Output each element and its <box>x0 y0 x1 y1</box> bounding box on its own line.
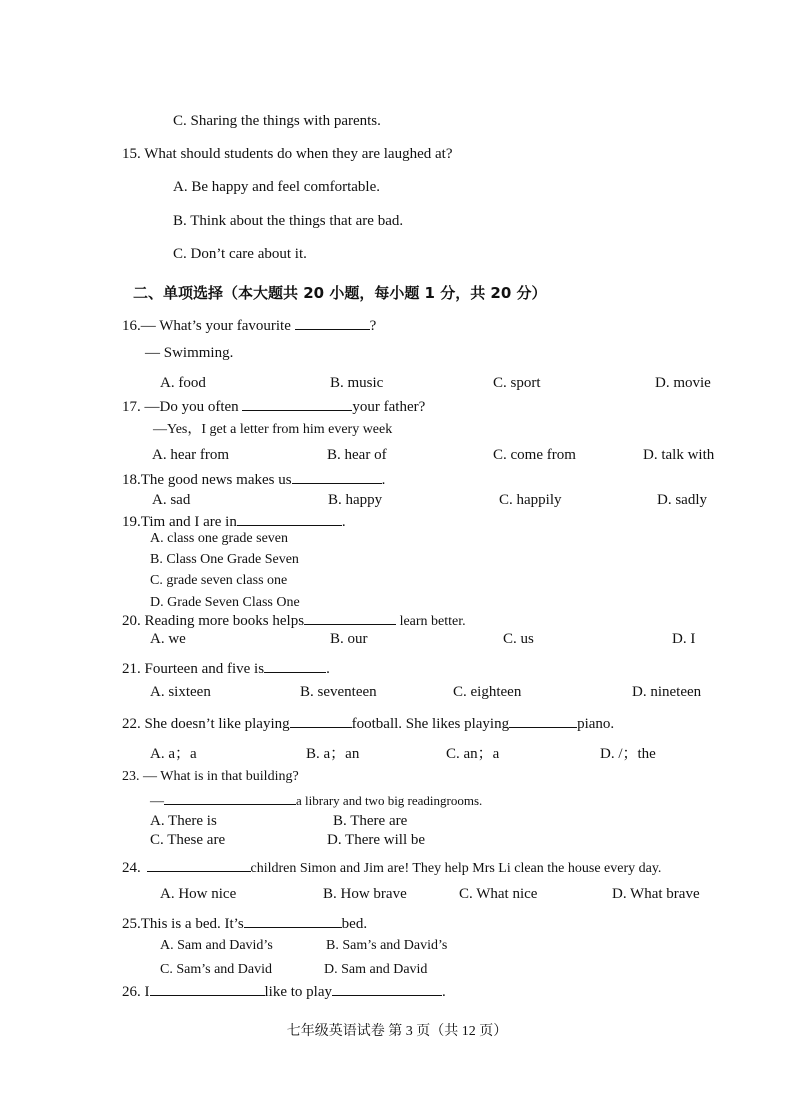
q21-option-d: D. nineteen <box>632 684 702 700</box>
q21-stem-end: . <box>326 661 330 677</box>
q16-option-a: A. food <box>160 375 206 391</box>
q25-stem-text: 25.This is a bed. It’s <box>122 916 244 932</box>
q25-stem-end: bed. <box>341 916 368 932</box>
q18-stem-end: . <box>381 472 386 488</box>
q26-stem <box>122 981 446 1001</box>
q14-option-c: C. Sharing the things with parents. <box>173 113 381 129</box>
q24-option-b: B. How brave <box>323 886 407 902</box>
q18-stem <box>122 469 385 489</box>
q24-option-a: A. How nice <box>160 886 237 902</box>
q25-option-a: A. Sam and David’s <box>160 938 273 953</box>
q25-option-d: D. Sam and David <box>324 962 428 977</box>
q16-stem-text: 16.— What’s your favourite <box>122 318 295 334</box>
q16-stem <box>122 315 376 335</box>
q24-stem-end: children Simon and Jim are! They help Mrs Li clean the house every day. <box>250 861 662 876</box>
q21-option-a: A. sixteen <box>150 684 211 700</box>
q22-blank-1[interactable] <box>290 713 352 728</box>
q17-blank[interactable] <box>242 396 352 411</box>
q19-blank[interactable] <box>237 511 342 526</box>
q22-option-c: C. an；a <box>446 746 500 762</box>
q26-stem-mid: like to play <box>264 984 332 1000</box>
q15-option-a: A. Be happy and feel comfortable. <box>173 179 381 195</box>
q18-stem-text: 18.The good news makes us <box>122 472 292 488</box>
q23-answer-text: a library and two big readingrooms. <box>296 793 483 808</box>
q15-stem: 15. What should students do when they are laughed at? <box>122 146 453 162</box>
q21-blank[interactable] <box>264 658 326 673</box>
q17-option-a: A. hear from <box>152 447 230 463</box>
q25-stem <box>122 913 367 933</box>
q20-option-d: D. I <box>672 631 696 647</box>
q20-blank[interactable] <box>304 610 396 625</box>
q24-blank[interactable] <box>147 857 251 872</box>
q17-stem-text: 17. —Do you often <box>122 399 243 415</box>
q17-option-d: D. talk with <box>643 447 715 463</box>
q21-option-c: C. eighteen <box>453 684 522 700</box>
q18-blank[interactable] <box>292 469 382 484</box>
q22-stem-text: 22. She doesn’t like playing <box>122 716 290 732</box>
q17-option-c: C. come from <box>493 447 576 463</box>
q16-answer-line: — Swimming. <box>145 345 234 361</box>
q23-option-b: B. There are <box>333 813 408 829</box>
q23-stem: 23. — What is in that building? <box>122 769 299 784</box>
q20-option-a: A. we <box>150 631 186 647</box>
section-title: 二、单项选择（本大题共 20 小题，每小题 1 分，共 20 分） <box>133 284 547 302</box>
q26-stem-text: 26. I <box>122 984 150 1000</box>
q22-option-a: A. a；a <box>150 746 197 762</box>
q23-option-a: A. There is <box>150 813 217 829</box>
q24-option-d: D. What brave <box>612 886 700 902</box>
q22-stem-end: piano. <box>577 716 615 732</box>
q25-option-b: B. Sam’s and David’s <box>326 938 448 953</box>
q26-blank-2[interactable] <box>332 981 442 996</box>
q17-answer-line: —Yes，I get a letter from him every week <box>153 422 393 437</box>
q16-stem-end: ? <box>369 318 377 334</box>
q23-dash: — <box>150 794 164 809</box>
q17-option-b: B. hear of <box>327 447 387 463</box>
q26-blank-1[interactable] <box>150 981 265 996</box>
q19-option-d: D. Grade Seven Class One <box>150 595 300 610</box>
q16-option-d: D. movie <box>655 375 711 391</box>
q22-option-d: D. /；the <box>600 746 656 762</box>
q21-stem-text: 21. Fourteen and five is <box>122 661 265 677</box>
q25-option-c: C. Sam’s and David <box>160 962 272 977</box>
q18-option-b: B. happy <box>328 492 383 508</box>
q18-option-c: C. happily <box>499 492 562 508</box>
q20-stem-text: 20. Reading more books helps <box>122 613 305 629</box>
q18-option-a: A. sad <box>152 492 191 508</box>
q23-option-c: C. These are <box>150 832 226 848</box>
q20-stem-end: learn better. <box>396 614 466 629</box>
q20-stem <box>122 610 466 631</box>
q17-stem-end: your father? <box>352 399 426 415</box>
q15-option-c: C. Don’t care about it. <box>173 246 307 262</box>
q16-option-b: B. music <box>330 375 384 391</box>
q22-option-b: B. a；an <box>306 746 360 762</box>
q23-answer-line <box>150 790 482 811</box>
q22-stem-mid: football. She likes playing <box>351 716 510 732</box>
q19-stem-text: 19.Tim and I are in <box>122 514 237 530</box>
q20-option-b: B. our <box>330 631 368 647</box>
q22-stem <box>122 713 614 733</box>
q24-number: 24. <box>122 860 145 876</box>
q23-option-d: D. There will be <box>327 832 426 848</box>
q25-blank[interactable] <box>244 913 342 928</box>
q16-blank[interactable] <box>295 315 370 330</box>
q24-option-c: C. What nice <box>459 886 538 902</box>
q19-option-a: A. class one grade seven <box>150 531 289 546</box>
q19-stem <box>122 511 346 531</box>
q26-stem-end: . <box>442 984 446 1000</box>
q18-option-d: D. sadly <box>657 492 707 508</box>
q20-option-c: C. us <box>503 631 534 647</box>
q17-stem <box>122 396 425 416</box>
q16-option-c: C. sport <box>493 375 541 391</box>
q19-stem-end: . <box>341 514 346 530</box>
q23-blank[interactable] <box>164 790 296 805</box>
q15-option-b: B. Think about the things that are bad. <box>173 213 404 229</box>
q22-blank-2[interactable] <box>509 713 577 728</box>
q19-option-b: B. Class One Grade Seven <box>150 552 299 567</box>
q24-stem <box>122 857 661 878</box>
q19-option-c: C. grade seven class one <box>150 573 288 588</box>
q21-stem <box>122 658 330 678</box>
q21-option-b: B. seventeen <box>300 684 377 700</box>
page-footer: 七年级英语试卷 第 3 页（共 12 页） <box>286 1024 508 1039</box>
